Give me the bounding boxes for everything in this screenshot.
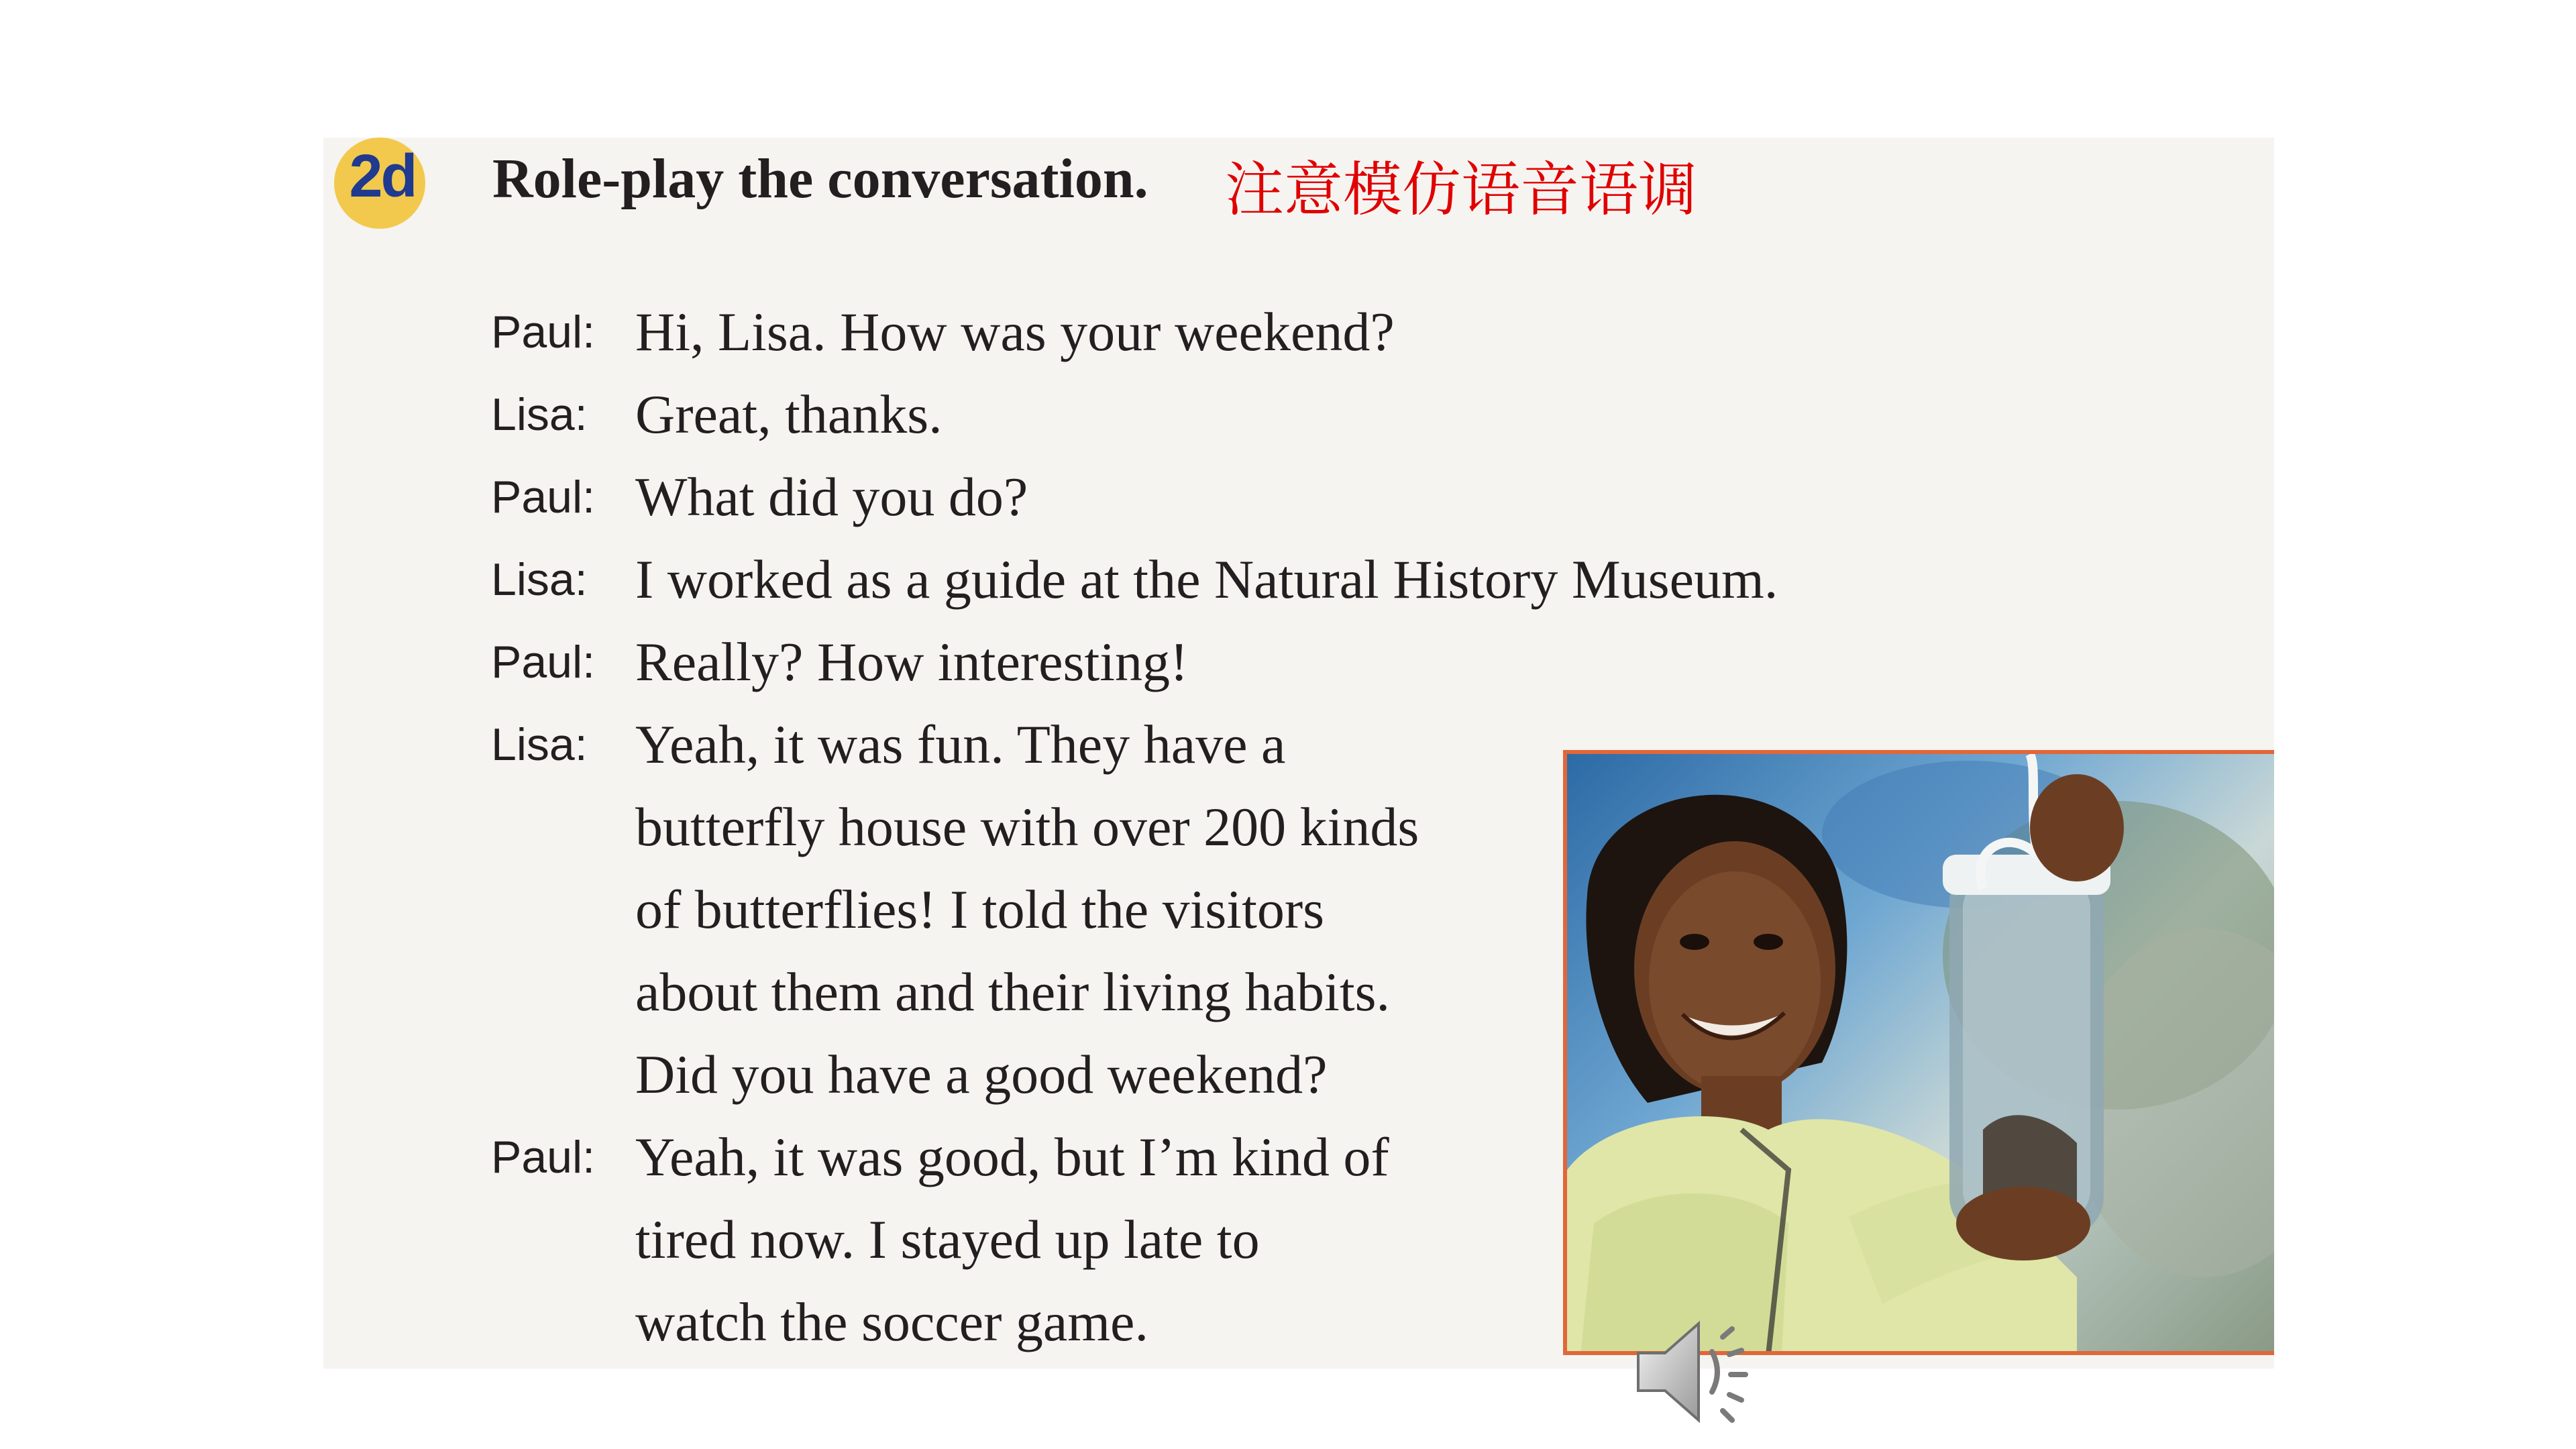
dialogue-line: of butterflies! I told the visitors [635, 879, 1325, 940]
exercise-note: 注意模仿语音语调 [1225, 155, 1698, 224]
girl-with-jar-photo [1563, 750, 2274, 1355]
speaker-label: Lisa: [491, 554, 588, 605]
dialogue-line: watch the soccer game. [635, 1291, 1148, 1352]
dialogue-line: tired now. I stayed up late to [635, 1209, 1260, 1270]
speaker-label: Paul: [491, 1132, 595, 1183]
dialogue-line: Yeah, it was fun. They have a [635, 714, 1286, 775]
speaker-icon[interactable] [1630, 1305, 1764, 1439]
exercise-number: 2d [349, 143, 416, 210]
speaker-label: Lisa: [491, 389, 588, 440]
speaker-label: Paul: [491, 307, 595, 358]
dialogue-line: What did you do? [635, 466, 1028, 527]
speaker-label: Paul: [491, 637, 595, 688]
dialogue-line: Great, thanks. [635, 384, 943, 445]
speaker-label: Paul: [491, 472, 595, 523]
dialogue-line: Yeah, it was good, but I’m kind of [635, 1126, 1389, 1187]
dialogue-line: Really? How interesting! [635, 631, 1189, 692]
dialogue-line: butterfly house with over 200 kinds [635, 796, 1419, 857]
speaker-label: Lisa: [491, 719, 588, 770]
dialogue-line: I worked as a guide at the Natural History Museum. [635, 549, 1778, 610]
photo-illustration [1567, 754, 2274, 1355]
speaker-icon-graphic [1630, 1305, 1764, 1439]
exercise-title: Role-play the conversation. [492, 148, 1148, 210]
dialogue-line: Did you have a good weekend? [635, 1044, 1328, 1105]
dialogue-line: Hi, Lisa. How was your weekend? [635, 301, 1395, 362]
dialogue-line: about them and their living habits. [635, 961, 1391, 1022]
